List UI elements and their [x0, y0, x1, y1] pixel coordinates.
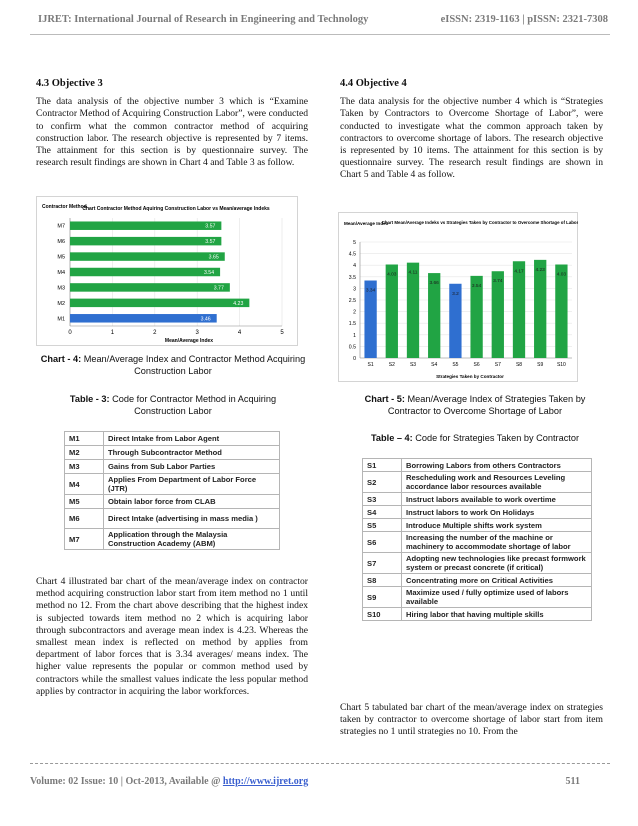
- chart5-bar: [386, 265, 398, 358]
- table-4-code: S6: [363, 532, 402, 553]
- table-4-row: [363, 493, 592, 506]
- chart5-y-tick: 1.5: [348, 321, 356, 328]
- table-3-row: [65, 509, 280, 529]
- chart5-y-tick: 0: [353, 356, 356, 362]
- table-4-description: Concentrating more on Critical Activities: [402, 574, 592, 587]
- chart5-category-label: S5: [452, 362, 459, 368]
- table-3-code: M6: [65, 509, 104, 529]
- chart5-value-label: 3.66: [429, 281, 439, 287]
- chart4-bar: [70, 221, 221, 229]
- table-3-contractor-methods: [64, 431, 280, 550]
- chart5-y-tick: 2.5: [348, 298, 356, 304]
- table-4-code: S5: [363, 519, 402, 532]
- table-4-code: S3: [363, 493, 402, 506]
- table-4-description: Increasing the number of the machine or machinery to accommodate shortage of labor: [402, 532, 592, 553]
- section-heading-4-3: 4.3 Objective 3: [36, 78, 103, 89]
- chart4-x-tick: 4: [237, 330, 242, 336]
- chart5-y-tick: 1: [353, 332, 356, 339]
- table-3-caption-text: Code for Contractor Method in Acquiring Construction Labor: [112, 394, 277, 416]
- chart4-category-label: M1: [57, 316, 65, 323]
- section-heading-4-4: 4.4 Objective 4: [340, 78, 407, 89]
- chart5-bar: [534, 260, 546, 358]
- table-4-description: Maximize used / fully optimize used of labors available: [402, 587, 592, 608]
- chart5-xlabel: Strategies Taken by Contractor: [436, 374, 504, 379]
- table-3-code: M5: [65, 495, 104, 509]
- chart4-bar: [70, 283, 230, 291]
- table-4-description: Borrowing Labors from others Contractors: [402, 459, 592, 472]
- table-4-row: [363, 459, 592, 472]
- chart4-bar: [70, 299, 249, 307]
- table-4-code: S8: [363, 574, 402, 587]
- table-4-description: Instruct labors available to work overtime: [402, 493, 592, 506]
- table-3-caption-label: Table - 3:: [69, 394, 110, 404]
- chart5-title: Chart Mean/Average Indeks vs Strategies Taken by Contractor to Overcome Shortage of Labor: [381, 220, 578, 225]
- table-3-caption: [58, 394, 288, 417]
- table-4-row: [363, 587, 592, 608]
- left-body-block: [36, 576, 308, 698]
- journal-name: IJRET: International Journal of Research in Engineering and Technology: [38, 14, 369, 25]
- table-4-description: Hiring labor that having multiple skills: [402, 608, 592, 621]
- chart4-category-label: M6: [57, 239, 65, 246]
- chart-5-caption-label: Chart - 5:: [364, 394, 405, 404]
- chart4-value-label: 4.23: [233, 300, 244, 307]
- chart5-y-tick: 3: [353, 286, 356, 293]
- chart4-category-label: M2: [57, 300, 65, 307]
- chart4-x-tick: 1: [110, 330, 115, 336]
- chart5-value-label: 4.17: [514, 269, 524, 275]
- table-4-row: [363, 608, 592, 621]
- table-4-code: S1: [363, 459, 402, 472]
- table-4-description: Adopting new technologies like precast formwork system or precast concrete (if critical): [402, 553, 592, 574]
- chart5-category-label: S10: [556, 362, 566, 368]
- table-4-code: S4: [363, 506, 402, 519]
- table-4-code: S7: [363, 553, 402, 574]
- table-4-row: [363, 574, 592, 587]
- chart4-bar: [70, 268, 220, 276]
- table-3-row: [65, 529, 280, 550]
- chart5-y-tick: 4: [353, 263, 356, 270]
- chart4-x-tick: 2: [153, 330, 157, 336]
- chart4-bar: [70, 252, 225, 260]
- chart4-category-label: M3: [57, 285, 65, 292]
- table-4-code: S2: [363, 472, 402, 493]
- chart5-value-label: 3.34: [365, 288, 376, 294]
- chart5-category-label: S4: [431, 362, 438, 368]
- right-intro-paragraph: The data analysis for the objective number 4 which is “Strategies Taken by Contractors to Overcome Shortage of Labor”, were conducted to investigate what the common approach taken by contractors to overcome shortage of labors. The research objective is represented by 10 items. The attainment for this section is by questionnaire survey. The research result findings are shown in Chart 5 and Table 4 as follow.: [340, 96, 603, 181]
- chart4-title: Chart Contractor Method Aquiring Construction Labor vs Mean/average Indeks: [82, 206, 270, 212]
- table-4-row: [363, 553, 592, 574]
- right-body-block: [340, 702, 603, 739]
- table-4-code: S10: [363, 608, 402, 621]
- chart4-category-label: M7: [57, 223, 65, 230]
- chart5-value-label: 4.03: [556, 272, 567, 278]
- footer-rule: [30, 763, 610, 764]
- chart4-x-tick: 0: [68, 330, 72, 336]
- table-3-description: Direct Intake (advertising in mass media ): [104, 509, 280, 529]
- table-4-description: Rescheduling work and Resources Leveling accordance labor resources available: [402, 472, 592, 493]
- table-4-row: [363, 519, 592, 532]
- chart4-bar: [70, 314, 217, 322]
- chart5-y-tick: 4.5: [348, 251, 356, 258]
- chart5-value-label: 3.2: [452, 291, 459, 297]
- footer-link[interactable]: http://www.ijret.org: [222, 776, 309, 787]
- table-3-row: [65, 460, 280, 474]
- chart4-value-label: 3.57: [205, 239, 216, 246]
- chart5-bar: [513, 261, 525, 358]
- chart5-value-label: 3.74: [493, 279, 503, 285]
- chart5-bar: [407, 263, 419, 358]
- table-4-caption-text: Code for Strategies Taken by Contractor: [415, 433, 580, 443]
- table-3-row: [65, 495, 280, 509]
- table-3-description: Gains from Sub Labor Parties: [104, 460, 280, 474]
- chart4-bar: [70, 237, 221, 245]
- table-3-code: M1: [65, 432, 104, 446]
- header-rule: [30, 34, 610, 35]
- chart5-category-label: S3: [409, 362, 417, 368]
- chart-5-caption-text: Mean/Average Index of Strategies Taken by Contractor to Overcome Shortage of Labor: [387, 394, 586, 416]
- chart5-category-label: S6: [473, 362, 480, 368]
- table-3-code: M2: [65, 446, 104, 460]
- issn: eISSN: 2319-1163 | pISSN: 2321-7308: [440, 14, 608, 25]
- chart5-value-label: 3.54: [471, 283, 482, 289]
- chart4-x-tick: 5: [280, 330, 284, 336]
- table-4-description: Instruct labors to work On Holidays: [402, 506, 592, 519]
- table-3-description: Obtain labor force from CLAB: [104, 495, 280, 509]
- right-intro-block: [340, 78, 603, 182]
- chart5-y-tick: 0.5: [348, 344, 356, 351]
- chart5-category-label: S7: [494, 362, 501, 368]
- table-4-caption-label: Table – 4:: [370, 433, 413, 443]
- table-4-row: [363, 506, 592, 519]
- left-intro-paragraph: The data analysis of the objective number 3 which is “Examine Contractor Method of Acquiring Construction Labor”, were conducted to confirm what the common contractor method of acquiring construction labor. The research objective is represented by 7 items. The attainment for this section is by questionnaire survey. The research result findings are shown in Chart 4 and Table 3 as follow.: [36, 96, 308, 169]
- table-3-code: M4: [65, 474, 104, 495]
- chart4-ylabel: Contractor Method: [42, 204, 87, 210]
- chart4-value-label: 3.54: [203, 270, 215, 276]
- chart-4-caption: [40, 354, 306, 377]
- table-3-row: [65, 474, 280, 495]
- table-3-description: Through Subcontractor Method: [104, 446, 280, 460]
- chart5-y-tick: 3.5: [348, 274, 356, 281]
- footer-volume: Volume: 02 Issue: 10 | Oct-2013, Available @: [30, 776, 223, 787]
- chart5-category-label: S2: [388, 362, 395, 368]
- right-body-paragraph: Chart 5 tabulated bar chart of the mean/average index on strategies taken by contractor to overcome shortage of labor start from item strategies no 1 until strategies no 10. From the: [340, 702, 603, 738]
- chart5-bar: [555, 265, 567, 358]
- chart-5-caption: [350, 394, 600, 417]
- table-4-strategies: [362, 458, 592, 621]
- table-3-row: [65, 446, 280, 460]
- chart-4-caption-text: Mean/Average Index and Contractor Method Acquiring Construction Labor: [83, 354, 306, 376]
- running-footer: [30, 776, 610, 787]
- chart4-category-label: M5: [57, 254, 65, 261]
- table-4-description: Introduce Multiple shifts work system: [402, 519, 592, 532]
- chart5-value-label: 4.23: [535, 267, 545, 273]
- chart5-category-label: S1: [367, 362, 374, 368]
- chart4-xlabel: Mean/Average Index: [164, 338, 214, 344]
- chart5-category-label: S9: [537, 362, 544, 368]
- table-3-code: M7: [65, 529, 104, 550]
- table-4-row: [363, 532, 592, 553]
- table-4-code: S9: [363, 587, 402, 608]
- chart5-bar: [492, 271, 504, 358]
- table-3-row: [65, 432, 280, 446]
- chart4-x-tick: 3: [195, 330, 199, 336]
- left-body-paragraph: Chart 4 illustrated bar chart of the mean/average index on contractor method acquiring construction labor start from item method no 1 until method no 12. From the chart above describing that the highest index is subjected towards item method no 2 which is acquiring labor through subcontractors and average mean index is 4.23. Whereas the smallest mean index is reflected on method by applies from department of labor forces that is 3.34 averages/ means index. The higher value represents the popular or common method used by contractors while the smallest values indicate the less popular method applies by contractor in acquiring the labor workforces.: [36, 576, 308, 697]
- table-4-row: [363, 472, 592, 493]
- table-4-caption: [350, 433, 600, 445]
- chart5-y-tick: 5: [353, 240, 356, 246]
- chart4-value-label: 3.77: [213, 285, 224, 292]
- table-3-description: Direct Intake from Labor Agent: [104, 432, 280, 446]
- chart4-value-label: 3.57: [205, 223, 216, 230]
- chart4-category-label: M4: [57, 270, 65, 276]
- chart5-value-label: 4.03: [387, 272, 397, 278]
- chart5-category-label: S8: [515, 362, 523, 368]
- table-3-description: Application through the Malaysia Construction Academy (ABM): [104, 529, 280, 550]
- chart4-value-label: 3.65: [208, 254, 219, 261]
- chart-4-caption-label: Chart - 4:: [40, 354, 82, 364]
- left-intro-block: [36, 78, 308, 169]
- chart4-value-label: 3.46: [200, 316, 211, 323]
- chart-4-contractor-method: [36, 196, 298, 346]
- page-number: 511: [565, 776, 580, 787]
- table-3-description: Applies From Department of Labor Force (JTR): [104, 474, 280, 495]
- chart5-ylabel: Mean/Average Index: [344, 221, 389, 226]
- chart5-y-tick: 2: [353, 309, 356, 316]
- chart5-value-label: 4.11: [408, 270, 418, 276]
- table-3-code: M3: [65, 460, 104, 474]
- chart-5-strategies: [338, 212, 578, 382]
